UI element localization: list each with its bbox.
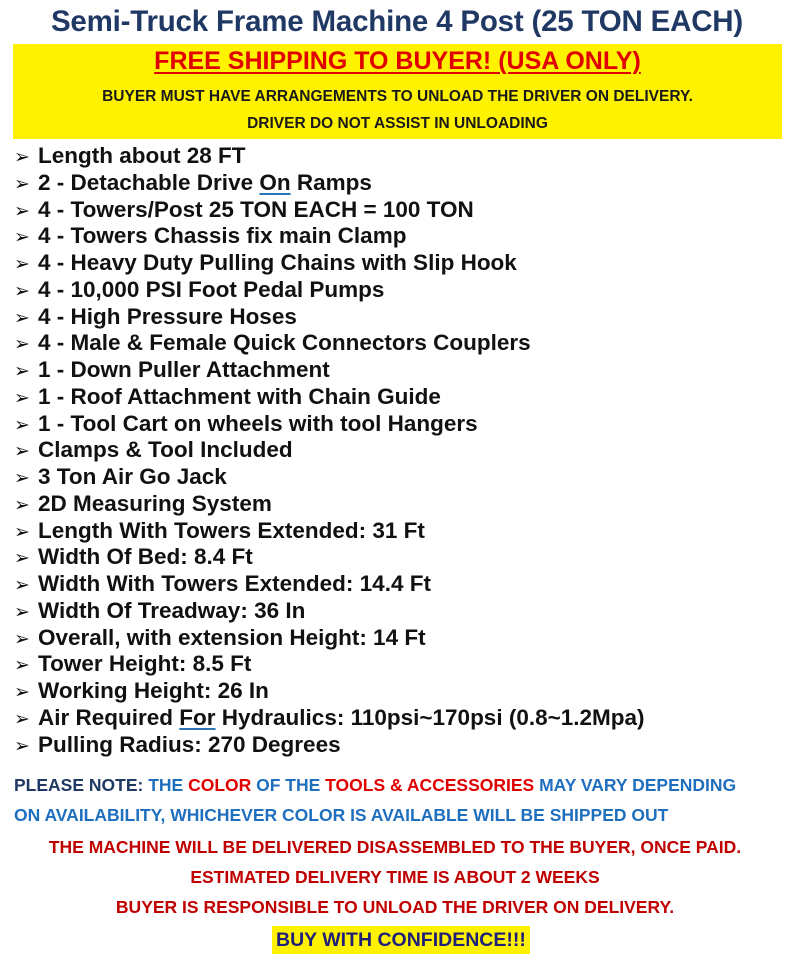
arrow-bullet-icon: ➢ (14, 147, 30, 168)
spec-text: Ramps (290, 169, 372, 195)
spec-text: 4 - 10,000 PSI Foot Pedal Pumps (38, 276, 385, 302)
free-shipping-heading: FREE SHIPPING TO BUYER! (USA ONLY) (154, 47, 641, 75)
arrow-bullet-icon: ➢ (14, 307, 30, 329)
spec-text: 1 - Roof Attachment with Chain Guide (38, 383, 441, 409)
spec-text: 4 - Heavy Duty Pulling Chains with Slip Hook (38, 250, 517, 275)
spec-text: 3 Ton Air Go Jack (38, 464, 227, 489)
spec-underlined-word: On (259, 169, 291, 195)
spec-text: Tower Height: 8.5 Ft (38, 651, 252, 677)
spec-text: 1 - Down Puller Attachment (38, 357, 330, 382)
spec-item (14, 143, 645, 170)
arrow-bullet-icon: ➢ (14, 200, 30, 222)
note-tools-accessories: TOOLS & ACCESSORIES (325, 775, 535, 795)
spec-text: 4 - Towers/Post 25 TON EACH = 100 TON (38, 196, 474, 222)
spec-list (14, 143, 645, 758)
arrow-bullet-icon: ➢ (14, 521, 30, 543)
spec-text: 4 - Male & Female Quick Connectors Couplers (38, 330, 531, 356)
spec-item (14, 384, 645, 411)
spec-item (14, 223, 645, 250)
spec-text: Air Required (38, 704, 180, 730)
shipping-banner (13, 44, 782, 139)
arrow-bullet-icon: ➢ (14, 441, 30, 463)
spec-text: Hydraulics: 110psi~170psi (0.8~1.2Mpa) (215, 704, 645, 730)
arrow-bullet-icon: ➢ (14, 601, 30, 623)
spec-text: Length about 28 FT (38, 143, 246, 168)
color-availability-note (14, 770, 784, 830)
page-title: Semi-Truck Frame Machine 4 Post (25 TON EACH) (50, 5, 744, 38)
delivery-info (0, 832, 790, 922)
spec-item (14, 277, 645, 304)
arrow-bullet-icon: ➢ (14, 414, 30, 436)
spec-item (14, 464, 645, 491)
spec-item (14, 625, 645, 652)
arrow-bullet-icon: ➢ (14, 254, 30, 275)
arrow-bullet-icon: ➢ (14, 468, 30, 489)
spec-underlined-word: For (179, 704, 216, 730)
spec-item (14, 651, 645, 678)
spec-item (14, 411, 645, 438)
note-text: OF THE (251, 775, 326, 795)
spec-text: 4 - Towers Chassis fix main Clamp (38, 223, 407, 249)
buyer-unload-line: BUYER IS RESPONSIBLE TO UNLOAD THE DRIVER ON DELIVERY. (115, 897, 675, 917)
spec-text: 1 - Tool Cart on wheels with tool Hangers (38, 410, 478, 436)
arrow-bullet-icon: ➢ (14, 173, 30, 195)
spec-item (14, 705, 645, 732)
delivery-time-line: ESTIMATED DELIVERY TIME IS ABOUT 2 WEEKS (190, 867, 600, 887)
spec-item (14, 491, 645, 518)
arrow-bullet-icon: ➢ (14, 548, 30, 570)
arrow-bullet-icon: ➢ (14, 708, 30, 730)
spec-item (14, 678, 645, 705)
spec-text: Length With Towers Extended: 31 Ft (38, 517, 425, 543)
delivery-disassembled-line: THE MACHINE WILL BE DELIVERED DISASSEMBLED TO THE BUYER, ONCE PAID. (48, 837, 742, 857)
arrow-bullet-icon: ➢ (14, 280, 30, 302)
arrow-bullet-icon: ➢ (14, 735, 30, 757)
unload-arrangement-note: BUYER MUST HAVE ARRANGEMENTS TO UNLOAD THE DRIVER ON DELIVERY. (102, 88, 693, 105)
spec-item (14, 598, 645, 625)
spec-text: 2D Measuring System (38, 490, 272, 516)
arrow-bullet-icon: ➢ (14, 334, 30, 356)
spec-text: Width With Towers Extended: 14.4 Ft (38, 571, 431, 596)
spec-item (14, 357, 645, 384)
spec-text: 2 - Detachable Drive (38, 169, 260, 195)
arrow-bullet-icon: ➢ (14, 227, 30, 249)
spec-item (14, 170, 645, 197)
spec-text: Pulling Radius: 270 Degrees (38, 731, 341, 757)
spec-text: Clamps & Tool Included (38, 437, 293, 463)
spec-text: 4 - High Pressure Hoses (38, 303, 297, 329)
arrow-bullet-icon: ➢ (14, 361, 30, 382)
spec-item (14, 197, 645, 224)
arrow-bullet-icon: ➢ (14, 655, 30, 677)
note-text: THE (143, 775, 189, 795)
spec-text: Working Height: 26 In (38, 678, 269, 703)
arrow-bullet-icon: ➢ (14, 682, 30, 703)
spec-item (14, 330, 645, 357)
spec-item (14, 571, 645, 598)
arrow-bullet-icon: ➢ (14, 575, 30, 596)
spec-item (14, 250, 645, 277)
spec-item (14, 544, 645, 571)
arrow-bullet-icon: ➢ (14, 387, 30, 409)
spec-item (14, 437, 645, 464)
spec-text: Width Of Treadway: 36 In (38, 597, 306, 623)
note-text: MAY VARY DEPENDING (534, 775, 737, 795)
arrow-bullet-icon: ➢ (14, 628, 30, 650)
spec-item (14, 732, 645, 759)
note-availability-line: ON AVAILABILITY, WHICHEVER COLOR IS AVAILABLE WILL BE SHIPPED OUT (14, 805, 669, 825)
arrow-bullet-icon: ➢ (14, 494, 30, 516)
note-color-word: COLOR (188, 775, 252, 795)
please-note-label: PLEASE NOTE: (14, 775, 144, 795)
buy-with-confidence-badge: BUY WITH CONFIDENCE!!! (272, 926, 530, 954)
spec-text: Width Of Bed: 8.4 Ft (38, 544, 253, 570)
spec-item (14, 304, 645, 331)
spec-item (14, 518, 645, 545)
spec-text: Overall, with extension Height: 14 Ft (38, 624, 426, 650)
driver-assist-note: DRIVER DO NOT ASSIST IN UNLOADING (247, 115, 548, 132)
